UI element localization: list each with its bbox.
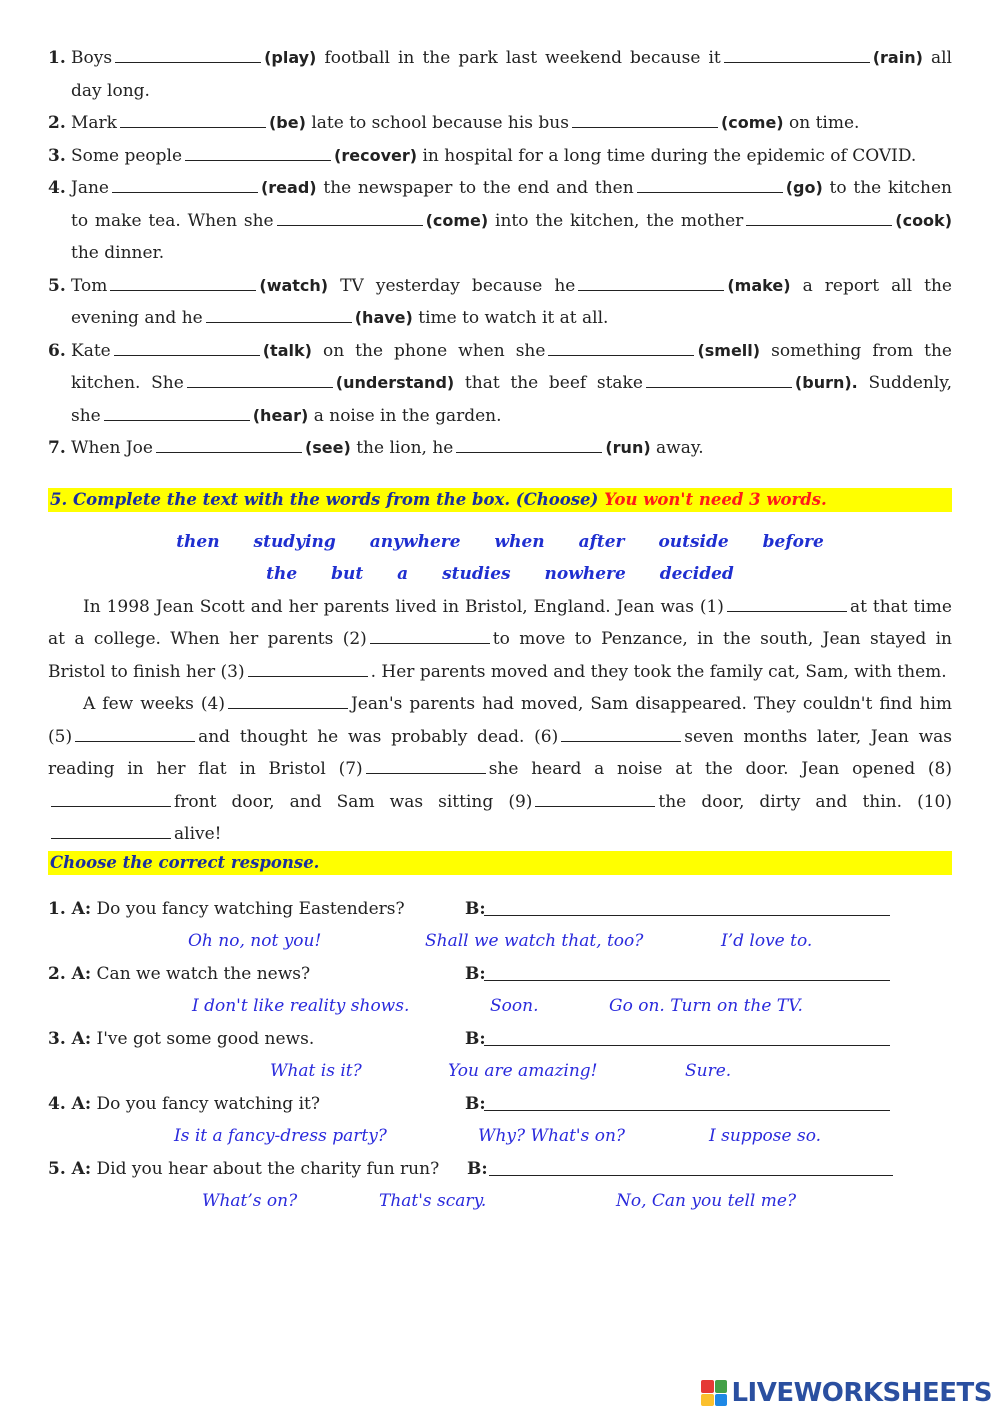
text: In 1998 Jean Scott and her parents lived in Bristol, England. Jean was (1) xyxy=(83,596,724,617)
dialogue-3 xyxy=(48,1023,952,1088)
answer-blank[interactable] xyxy=(277,212,423,226)
question-number: 3. xyxy=(48,145,66,166)
option[interactable]: What is it? xyxy=(270,1061,362,1081)
verb-hint: (recover) xyxy=(334,145,418,165)
text: the newspaper to the end and then xyxy=(323,178,634,198)
text: Kate xyxy=(71,340,111,361)
text: that the beef stake xyxy=(464,373,643,393)
word: after xyxy=(578,531,625,552)
response-line[interactable] xyxy=(489,1175,893,1176)
question-number: 2. xyxy=(48,113,66,133)
option[interactable]: No, Can you tell me? xyxy=(616,1191,797,1211)
word-row-2 xyxy=(48,558,952,591)
exercise-6-heading xyxy=(48,851,952,875)
answer-blank[interactable] xyxy=(548,342,694,356)
answer-blank[interactable] xyxy=(206,309,352,323)
text: Tom xyxy=(71,275,108,296)
response-label: B: xyxy=(465,898,486,919)
verb-hint: (talk) xyxy=(262,340,312,360)
option[interactable]: Is it a fancy-dress party? xyxy=(174,1126,387,1146)
text: the lion, he xyxy=(356,438,454,458)
question-number: 1. A: xyxy=(48,898,92,919)
prompt: Can we watch the news? xyxy=(96,963,311,984)
text: late to school because his bus xyxy=(311,113,569,133)
exercise-4 xyxy=(48,42,952,465)
dialogue-5 xyxy=(48,1153,952,1218)
answer-blank[interactable] xyxy=(120,114,266,128)
verb-hint: (understand) xyxy=(335,373,455,392)
answer-blank[interactable] xyxy=(51,825,171,839)
logo-square xyxy=(715,1380,728,1393)
verb-hint: (have) xyxy=(354,308,413,327)
question-1 xyxy=(48,42,952,107)
text: When Joe xyxy=(71,438,153,458)
verb-hint: (play) xyxy=(264,48,317,67)
answer-blank[interactable] xyxy=(366,760,486,774)
response-label: B: xyxy=(465,1028,486,1049)
answer-blank[interactable] xyxy=(646,374,792,388)
word: decided xyxy=(659,564,734,584)
answer-blank[interactable] xyxy=(104,407,250,421)
worksheet xyxy=(48,42,952,1218)
answer-blank[interactable] xyxy=(561,728,681,742)
text: the door, dirty and thin. (10) xyxy=(658,791,952,812)
verb-hint: (come) xyxy=(425,210,489,230)
text: a report all the evening and he xyxy=(71,275,952,328)
verb-hint: (come) xyxy=(720,113,784,132)
text: front door, and Sam was sitting (9) xyxy=(174,791,533,812)
answer-blank[interactable] xyxy=(535,793,655,807)
answer-blank[interactable] xyxy=(156,439,302,453)
word: studying xyxy=(253,531,336,552)
answer-blank[interactable] xyxy=(228,695,348,709)
word: a xyxy=(397,564,409,584)
verb-hint: (smell) xyxy=(697,340,761,360)
option[interactable]: What’s on? xyxy=(202,1191,298,1211)
option[interactable]: That's scary. xyxy=(379,1191,487,1211)
heading-note: You won't need 3 words. xyxy=(604,489,827,509)
word-row-1 xyxy=(48,526,952,559)
question-7 xyxy=(48,432,952,465)
answer-blank[interactable] xyxy=(187,374,333,388)
text: on the phone when she xyxy=(322,340,546,361)
text: to the kitchen to make tea. When she xyxy=(71,178,953,231)
dialogue-1 xyxy=(48,893,952,958)
text: Jean's parents had moved, Sam disappeared. They couldn't find him (5) xyxy=(48,694,953,747)
word: the xyxy=(266,564,298,584)
question-3 xyxy=(48,140,952,173)
option[interactable]: You are amazing! xyxy=(448,1061,598,1081)
prompt: I've got some good news. xyxy=(96,1028,315,1049)
logo-square xyxy=(701,1380,714,1393)
question-number: 7. xyxy=(48,438,66,458)
question-number: 3. A: xyxy=(48,1028,92,1049)
word: anywhere xyxy=(369,531,461,552)
option[interactable]: I don't like reality shows. xyxy=(192,996,410,1016)
text: Boys xyxy=(71,48,113,68)
text: she heard a noise at the door. Jean opened (8) xyxy=(488,759,952,779)
answer-blank[interactable] xyxy=(727,598,847,612)
prompt: Do you fancy watching it? xyxy=(96,1093,320,1114)
question-number: 5. A: xyxy=(48,1158,92,1179)
question-5 xyxy=(48,270,952,335)
text: and thought he was probably dead. (6) xyxy=(198,726,559,747)
verb-hint: (be) xyxy=(268,113,306,132)
reading-text xyxy=(48,591,952,851)
exercise-5-heading xyxy=(48,488,952,512)
verb-hint: (run) xyxy=(605,438,651,457)
answer-blank[interactable] xyxy=(578,277,724,291)
word: outside xyxy=(658,531,729,552)
text: Some people xyxy=(71,145,183,166)
text: TV yesterday because he xyxy=(340,275,576,296)
option[interactable]: Shall we watch that, too? xyxy=(425,931,644,951)
paragraph-1 xyxy=(48,591,952,689)
response-line[interactable] xyxy=(484,980,890,981)
answer-blank[interactable] xyxy=(724,49,870,63)
answer-blank[interactable] xyxy=(746,212,892,226)
question-number: 6. xyxy=(48,340,66,361)
verb-hint: (go) xyxy=(785,178,823,197)
word: but xyxy=(331,564,364,584)
heading-text: 5. Complete the text with the words from the box. (Choose) xyxy=(50,489,599,509)
text: Jane xyxy=(71,178,109,198)
answer-blank[interactable] xyxy=(572,114,718,128)
prompt: Do you fancy watching Eastenders? xyxy=(96,898,405,919)
option[interactable]: Why? What's on? xyxy=(478,1126,626,1146)
text: alive! xyxy=(174,824,222,844)
text: all day long. xyxy=(71,48,952,101)
answer-blank[interactable] xyxy=(110,277,256,291)
text: seven months later, Jean was reading in her flat in Bristol (7) xyxy=(48,726,952,779)
word-box xyxy=(48,526,952,591)
option[interactable]: I suppose so. xyxy=(709,1126,822,1146)
answer-blank[interactable] xyxy=(75,728,195,742)
word: when xyxy=(494,531,545,552)
logo-square xyxy=(715,1394,728,1407)
answer-blank[interactable] xyxy=(114,342,260,356)
response-line[interactable] xyxy=(484,915,890,916)
dialogue-4 xyxy=(48,1088,952,1153)
answer-blank[interactable] xyxy=(248,663,368,677)
text: on time. xyxy=(789,113,860,133)
answer-blank[interactable] xyxy=(112,179,258,193)
question-4 xyxy=(48,172,952,270)
verb-hint: (rain) xyxy=(872,48,923,67)
answer-blank[interactable] xyxy=(115,49,261,63)
text: Suddenly, she xyxy=(71,373,953,426)
text: A few weeks (4) xyxy=(83,694,225,714)
text: the dinner. xyxy=(71,243,165,263)
question-number: 2. A: xyxy=(48,963,92,984)
word: nowhere xyxy=(544,564,626,584)
text: time to watch it at all. xyxy=(418,308,609,328)
dialogue-2 xyxy=(48,958,952,1023)
response-line[interactable] xyxy=(484,1045,890,1046)
answer-blank[interactable] xyxy=(637,179,783,193)
verb-hint: (hear) xyxy=(252,405,309,425)
option[interactable]: Sure. xyxy=(685,1061,732,1081)
text: at that time at a college. When her parents (2) xyxy=(48,596,952,649)
prompt: Did you hear about the charity fun run? xyxy=(96,1158,440,1179)
response-label: B: xyxy=(465,963,486,984)
option[interactable]: I’d love to. xyxy=(721,931,813,951)
answer-blank[interactable] xyxy=(51,793,171,807)
word: then xyxy=(176,531,220,552)
heading-text: Choose the correct response. xyxy=(50,852,320,872)
text: in hospital for a long time during the epidemic of COVID. xyxy=(422,145,917,166)
text: football in the park last weekend because it xyxy=(324,48,721,68)
answer-blank[interactable] xyxy=(370,630,490,644)
question-number: 5. xyxy=(48,275,66,296)
text: a noise in the garden. xyxy=(313,405,502,426)
liveworksheets-logo xyxy=(701,1376,992,1410)
word: studies xyxy=(442,564,511,584)
text: . Her parents moved and they took the family cat, Sam, with them. xyxy=(370,661,947,682)
word: before xyxy=(762,531,824,552)
verb-hint: (see) xyxy=(304,438,351,457)
response-line[interactable] xyxy=(484,1110,890,1111)
text: something from the kitchen. She xyxy=(71,340,952,393)
question-number: 4. xyxy=(48,178,66,198)
answer-blank[interactable] xyxy=(456,439,602,453)
verb-hint: (make) xyxy=(727,275,791,295)
paragraph-2 xyxy=(48,688,952,851)
option[interactable]: Oh no, not you! xyxy=(188,931,322,951)
text: Mark xyxy=(71,113,117,133)
verb-hint: (watch) xyxy=(259,275,329,295)
verb-hint: (burn). xyxy=(794,373,858,392)
text: away. xyxy=(656,438,704,458)
question-2 xyxy=(48,107,952,140)
question-6 xyxy=(48,335,952,433)
text: into the kitchen, the mother xyxy=(495,210,744,231)
text: to move to Penzance, in the south, Jean stayed in Bristol to finish her (3) xyxy=(48,629,952,682)
question-number: 1. xyxy=(48,48,66,68)
question-number: 4. A: xyxy=(48,1093,92,1114)
verb-hint: (cook) xyxy=(895,210,952,230)
logo-square xyxy=(701,1394,714,1407)
option[interactable]: Soon. xyxy=(490,996,539,1016)
response-label: B: xyxy=(467,1158,488,1179)
response-label: B: xyxy=(465,1093,486,1114)
verb-hint: (read) xyxy=(260,178,317,197)
logo-icon xyxy=(701,1380,727,1406)
logo-text: LIVEWORKSHEETS xyxy=(731,1378,992,1408)
answer-blank[interactable] xyxy=(185,147,331,161)
option[interactable]: Go on. Turn on the TV. xyxy=(609,996,803,1016)
